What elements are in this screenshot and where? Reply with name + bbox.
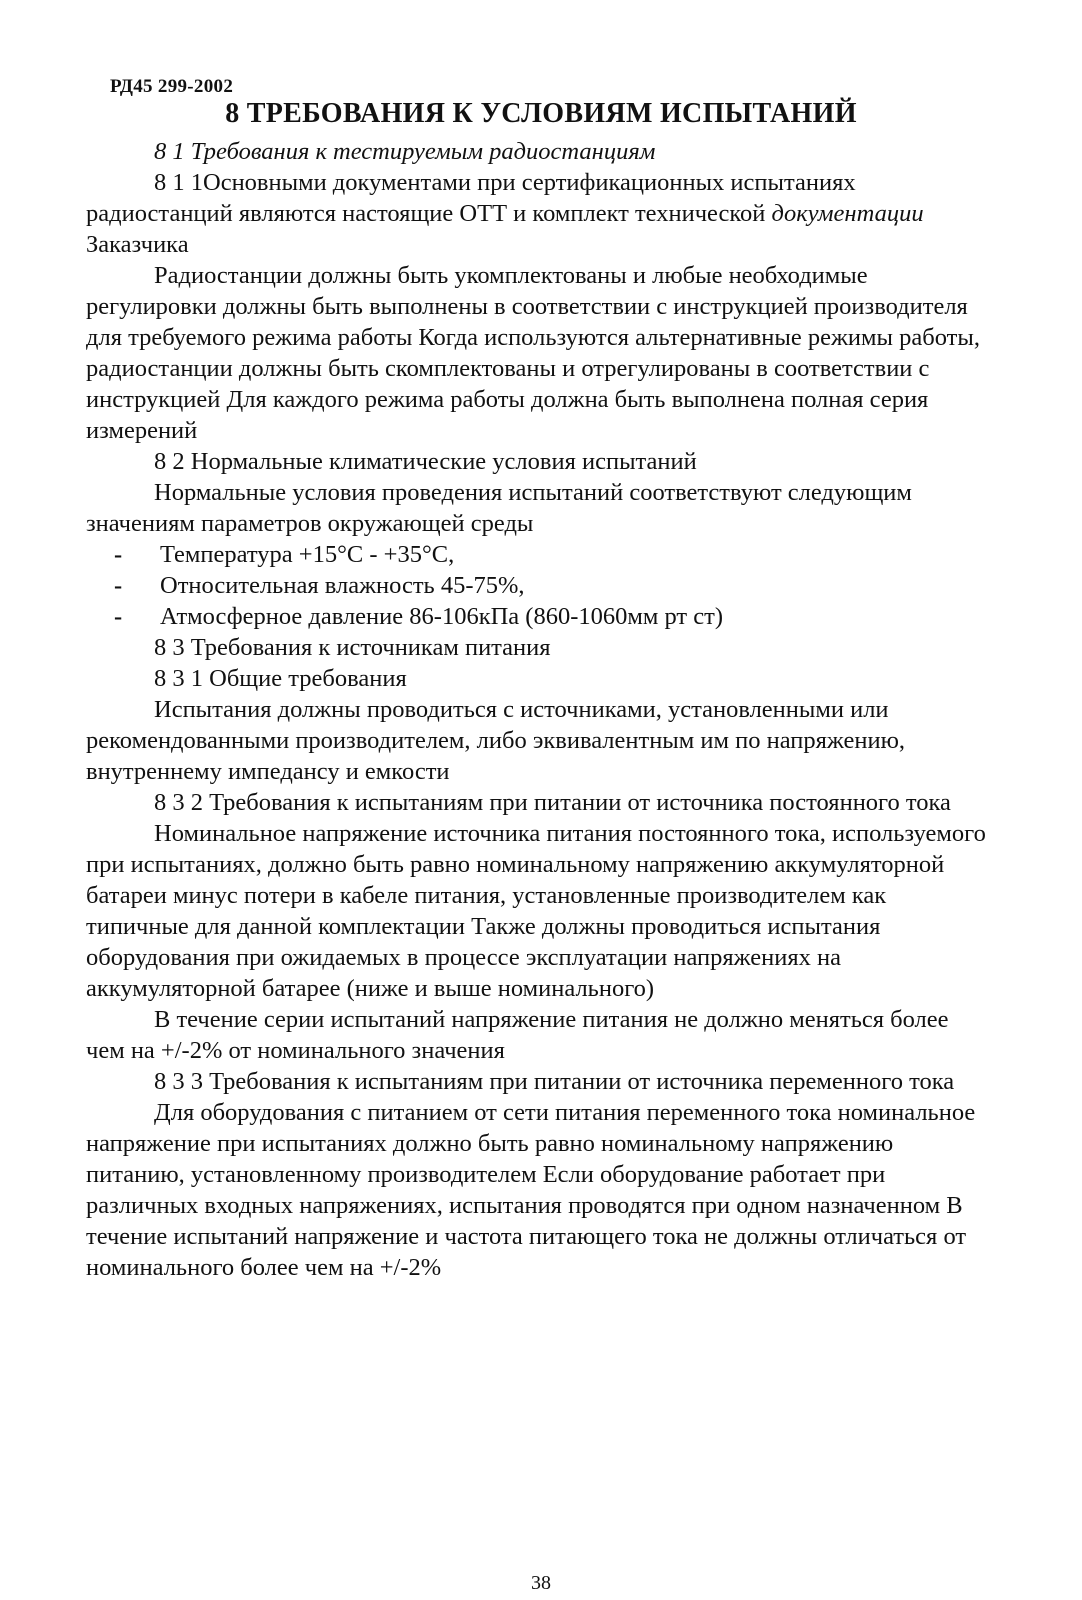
subsection-heading-8-3: 8 3 Требования к источникам питания (154, 634, 551, 661)
paragraph-8-3-2-tolerance: В течение серии испытаний напряжение питания не должно меняться более чем на +/-2% от номинального значения (86, 1006, 949, 1064)
bullet-dash: - (114, 572, 123, 599)
list-item (86, 570, 986, 601)
list-item (86, 539, 986, 570)
paragraph-8-1-1-text: 8 1 1Основными документами при сертификационных испытаниях радиостанций являются настоящие ОТТ и комплект технической (86, 169, 856, 227)
list-item (86, 601, 986, 632)
paragraph-8-1-radiostations: Радиостанции должны быть укомплектованы и любые необходимые регулировки должны быть выполнены в соответствии с инструкцией производителя для требуемого режима работы Когда используются альтернативные режимы работы, радиостанции должны быть скомплектованы и отрегулированы в соответствии с инструкцией Для каждого режима работы должна быть выполнена полная серия измерений (86, 262, 980, 444)
list-item-text: Атмосферное давление 86-106кПа (860-1060мм рт ст) (160, 603, 723, 630)
list-item-text: Относительная влажность 45-75%, (160, 572, 525, 599)
document-code: РД45 299-2002 (110, 76, 234, 97)
bullet-dash: - (114, 541, 123, 568)
paragraph-8-1-1-end: Заказчика (86, 231, 189, 258)
subsection-heading-8-1: 8 1 Требования к тестируемым радиостанциям (154, 138, 656, 165)
paragraph-8-3-1: Испытания должны проводиться с источниками, установленными или рекомендованными производителем, либо эквивалентным им по напряжению, внутреннему импедансу и емкости (86, 696, 906, 785)
paragraph-8-1-1-italic: документации (771, 200, 924, 227)
subsection-heading-8-3-1: 8 3 1 Общие требования (154, 665, 407, 692)
paragraph-8-1-1 (86, 167, 986, 260)
subsection-heading-8-3-3: 8 3 3 Требования к испытаниям при питании от источника переменного тока (154, 1068, 955, 1095)
list-item-text: Температура +15°С - +35°С, (160, 541, 455, 568)
document-body (86, 136, 986, 1283)
paragraph-8-3-3: Для оборудования с питанием от сети питания переменного тока номинальное напряжение при испытаниях должно быть равно номинальному напряжению питанию, установленному производителем Если оборудование работает при различных входных напряжениях, испытания проводятся при одном назначенном В течение испытаний напряжение и частота питающего тока не должны отличаться от номинального более чем на +/-2% (86, 1099, 976, 1281)
paragraph-8-2-intro: Нормальные условия проведения испытаний соответствуют следующим значениям параметров окружающей среды (86, 479, 912, 537)
subsection-heading-8-2: 8 2 Нормальные климатические условия испытаний (154, 448, 697, 475)
subsection-heading-8-3-2: 8 3 2 Требования к испытаниям при питании от источника постоянного тока (154, 789, 951, 816)
paragraph-8-3-2-nominal: Номинальное напряжение источника питания постоянного тока, используемого при испытаниях, должно быть равно номинальному напряжению аккумуляторной батареи минус потери в кабеле питания, установленные производителем как типичные для данной комплектации Также должны проводиться испытания оборудования при ожидаемых в процессе эксплуатации напряжениях на аккумуляторной батарее (ниже и выше номинального) (86, 820, 986, 1002)
page-number: 38 (531, 1572, 551, 1594)
bullet-dash: - (114, 603, 123, 630)
climate-conditions-list (86, 539, 986, 632)
section-title: 8 ТРЕБОВАНИЯ К УСЛОВИЯМ ИСПЫТАНИЙ (225, 98, 857, 129)
